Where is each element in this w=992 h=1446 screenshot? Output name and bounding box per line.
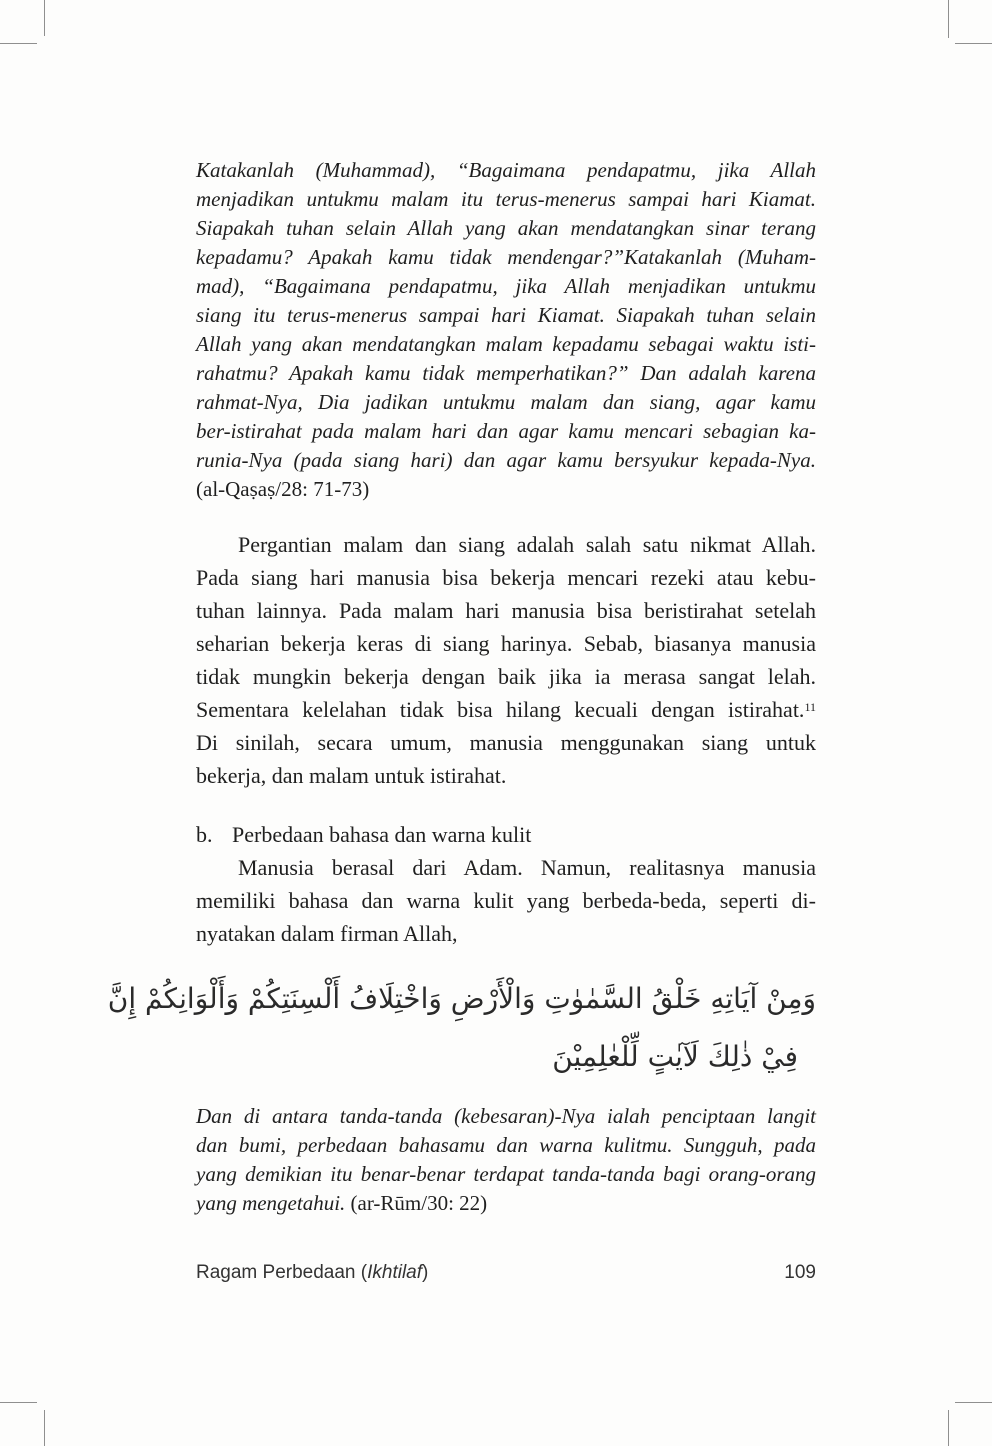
body-line-text: Pada siang hari manusia bisa bekerja mencari rezeki atau kebu- — [196, 565, 816, 590]
footer-title-italic: Ikhtilaf — [367, 1262, 423, 1283]
quran-translation-arrum — [196, 1102, 816, 1218]
body-line: nyatakan dalam firman Allah, — [196, 921, 458, 946]
citation-alqasas: (al-Qaṣaṣ/28: 71-73) — [196, 477, 370, 501]
quote-line: Katakanlah (Muhammad), “Bagaimana pendapatmu, jika Allah — [196, 158, 816, 182]
quran-arabic-verse-arrum-30-22 — [107, 970, 816, 1086]
crop-mark-top-left-vertical — [44, 0, 45, 36]
quote-line: Siapakah tuhan selain Allah yang akan mendatangkan sinar terang — [196, 216, 816, 240]
crop-mark-bottom-right-horizontal — [955, 1402, 992, 1403]
section-heading-b — [196, 818, 816, 851]
body-line — [196, 594, 816, 627]
body-line: memiliki bahasa dan warna kulit yang berbeda-beda, seperti di- — [196, 888, 816, 913]
quote-line: mad), “Bagaimana pendapatmu, jika Allah menjadikan untukmu — [196, 274, 816, 298]
quote-line: Dan di antara tanda-tanda (kebesaran)-Nya ialah penciptaan langit — [196, 1104, 816, 1128]
page-number: 109 — [784, 1262, 816, 1283]
quote-lines — [196, 1102, 816, 1189]
body-line — [196, 759, 816, 792]
body-line — [196, 660, 816, 693]
running-footer — [196, 1262, 816, 1284]
body-line — [196, 627, 816, 660]
citation-arrum: (ar-Rūm/30: 22) — [350, 1191, 488, 1215]
crop-mark-top-right-vertical — [948, 0, 949, 38]
quote-line: rahatmu? Apakah kamu tidak memperhatikan?” Dan adalah karena — [196, 361, 816, 385]
section-heading-label: b. — [196, 822, 213, 847]
quote-lines — [196, 156, 816, 475]
quote-line: kepadamu? Apakah kamu tidak mendengar?”Katakanlah (Muham- — [196, 245, 816, 269]
body-line — [196, 528, 816, 561]
quote-line: menjadikan untukmu malam itu terus-menerus sampai hari Kiamat. — [196, 187, 816, 211]
body-line-text: Di sinilah, secara umum, manusia menggunakan siang untuk — [196, 730, 816, 755]
crop-mark-top-right-horizontal — [955, 43, 992, 44]
section-heading-title: Perbedaan bahasa dan warna kulit — [232, 822, 532, 847]
body-line — [196, 561, 816, 594]
body-line-text: bekerja, dan malam untuk istirahat. — [196, 763, 507, 788]
crop-mark-bottom-left-horizontal — [0, 1402, 37, 1403]
quote-line: runia-Nya (pada siang hari) dan agar kamu bersyukur kepada-Nya. — [196, 448, 816, 472]
quote-line: siang itu terus-menerus sampai hari Kiamat. Siapakah tuhan selain — [196, 303, 816, 327]
quran-translation-alqasas — [196, 156, 816, 504]
body-line-text: seharian bekerja keras di siang harinya. Sebab, biasanya manusia — [196, 631, 816, 656]
body-line: Manusia berasal dari Adam. Namun, realitasnya manusia — [238, 855, 816, 880]
quote-line: Allah yang akan mendatangkan malam kepadamu sebagai waktu isti- — [196, 332, 816, 356]
footer-title-prefix: Ragam Perbedaan ( — [196, 1262, 368, 1283]
body-lines — [196, 528, 816, 792]
arabic-verse-line-2: فِيْ ذٰلِكَ لَآيٰتٍ لِّلْعٰلِمِيْنَ — [552, 1040, 798, 1073]
arabic-verse-line-1: وَمِنْ آيَاتِهِ خَلْقُ السَّمٰوٰتِ وَالْأَرْضِ وَاخْتِلَافُ أَلْسِنَتِكُمْ وَأَلْوَانِكُمْ إِنَّ — [107, 982, 816, 1015]
paragraph-pergantian-malam — [196, 528, 816, 792]
body-line-text: Sementara kelelahan tidak bisa hilang kecuali dengan istirahat. — [196, 697, 805, 722]
footnote-reference: 11 — [804, 700, 816, 714]
quote-line: rahmat-Nya, Dia jadikan untukmu malam dan siang, agar kamu — [196, 390, 816, 414]
quote-line: ber-istirahat pada malam hari dan agar kamu mencari sebagian ka- — [196, 419, 816, 443]
quote-last-line — [196, 1189, 816, 1218]
footer-title-suffix: ) — [422, 1262, 429, 1283]
body-line — [196, 693, 816, 726]
crop-mark-top-left-horizontal — [0, 43, 37, 44]
body-lines — [196, 851, 816, 950]
body-line-text: tidak mungkin bekerja dengan baik jika ia merasa sangat lelah. — [196, 664, 816, 689]
body-line-text: tuhan lainnya. Pada malam hari manusia bisa beristirahat setelah — [196, 598, 816, 623]
paragraph-manusia-berasal — [196, 851, 816, 950]
running-footer-title — [196, 1262, 428, 1284]
quote-line: dan bumi, perbedaan bahasamu dan warna kulitmu. Sungguh, pada — [196, 1133, 816, 1157]
quote-line: yang demikian itu benar-benar terdapat tanda-tanda bagi orang-orang — [196, 1162, 816, 1186]
crop-mark-bottom-right-vertical — [948, 1410, 949, 1446]
text-column — [107, 156, 816, 1218]
body-line — [196, 726, 816, 759]
quote-last-line-text: yang mengetahui. — [196, 1191, 346, 1215]
body-line-text: Pergantian malam dan siang adalah salah satu nikmat Allah. — [238, 532, 816, 557]
crop-mark-bottom-left-vertical — [44, 1410, 45, 1446]
